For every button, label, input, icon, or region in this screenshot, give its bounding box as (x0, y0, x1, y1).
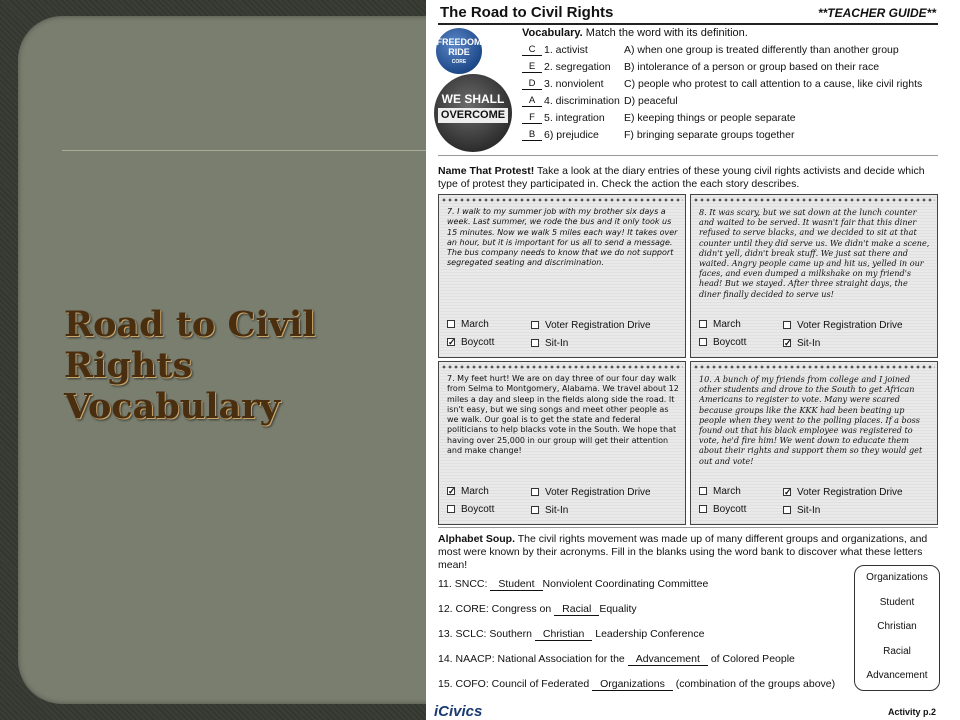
alphabet-soup-heading: Alphabet Soup. (438, 533, 515, 545)
option-label: Sit-In (797, 338, 821, 349)
checkbox[interactable] (531, 339, 539, 347)
vocab-definition: A) when one group is treated differently than another group (624, 44, 899, 56)
acronym-suffix: Leadership Conference (592, 628, 705, 640)
slide-title-line: Vocabulary (64, 386, 280, 427)
option-label: Voter Registration Drive (545, 487, 651, 498)
vocab-term: 3. nonviolent (544, 78, 604, 90)
checkbox[interactable] (783, 321, 791, 329)
option-label: March (713, 319, 741, 330)
we-shall-overcome-button-image (434, 74, 512, 152)
vocab-row (522, 129, 942, 145)
vocab-row (522, 95, 942, 111)
acronym-prefix: 13. SCLC: Southern (438, 628, 535, 640)
vocab-row (522, 78, 942, 94)
word-bank-item: Christian (877, 621, 917, 632)
slide-title-line: Rights (64, 345, 193, 386)
checkbox[interactable] (699, 505, 707, 513)
checkbox[interactable] (531, 321, 539, 329)
acronym-answer[interactable]: Advancement (628, 653, 708, 666)
option-label: Voter Registration Drive (797, 320, 903, 331)
vocab-answer: E (522, 61, 542, 73)
acronym-suffix: Equality (599, 603, 637, 615)
acronym-prefix: 14. NAACP: National Association for the (438, 653, 628, 665)
vocab-row (522, 112, 942, 128)
section-divider (438, 527, 938, 528)
vocab-definition: B) intolerance of a person or group based on their race (624, 61, 880, 73)
option-label: March (461, 486, 489, 497)
vocab-definition: C) people who protest to call attention to a cause, like civil rights (624, 78, 923, 90)
option-label: Boycott (713, 504, 747, 515)
alphabet-soup-instructions-text: The civil rights movement was made up of many different groups and organizations, and most were known by their acronyms. Fill in the blanks using the word bank to discover what these letters mean! (438, 533, 928, 571)
worksheet-image (426, 0, 960, 720)
checkbox[interactable] (531, 488, 539, 496)
diary-entry (438, 361, 686, 525)
option-label: March (713, 486, 741, 497)
acronym-suffix: Nonviolent Coordinating Committee (542, 578, 709, 590)
option-label: Sit-In (545, 338, 569, 349)
vocab-row (522, 61, 942, 77)
vocab-term: 1. activist (544, 44, 588, 56)
vocab-answer: A (522, 95, 542, 107)
diary-text: 7. I walk to my summer job with my brother six days a week. Last summer, we rode the bus and it only took us 15 minutes. Now we walk 5 miles each way! It takes over an hour, but it is important for us all to send a message. The bus company needs to know that we do not support segregated seating and discrimination. (447, 207, 678, 268)
vocab-definition: D) peaceful (624, 95, 678, 107)
vocab-term: 2. segregation (544, 61, 611, 73)
acronym-answer[interactable]: Organizations (592, 678, 673, 691)
option-label: Sit-In (545, 505, 569, 516)
pin-text: OVERCOME (438, 108, 508, 123)
diary-text: 8. It was scary, but we sat down at the lunch counter and waited to be served. It wasn't fair that this diner refused to serve blacks, and we decided to sit at that counter until they did serve us. We didn't make a scene, didn't yell, didn't break stuff. We just sat there and waited. Angry people came up and hit us, yelled in our faces, and even dumped a milkshake on my friend's head! But we stayed. After three straight days, the diner finally decided to serve us! (699, 207, 930, 299)
protest-instructions-text: Take a look at the diary entries of these young civil rights activists and decide which type of protest they participated in. Check the action the each story describes. (438, 165, 925, 190)
pin-text: CORE (451, 59, 467, 65)
acronym-row (438, 653, 795, 665)
acronym-row (438, 578, 708, 590)
vocab-answer: F (522, 112, 542, 124)
page-label: Activity p.2 (887, 707, 936, 717)
acronym-suffix: (combination of the groups above) (672, 678, 836, 690)
worksheet-title: The Road to Civil Rights (440, 4, 614, 21)
checkbox[interactable] (699, 338, 707, 346)
slide-title-line: Road to Civil (64, 304, 316, 345)
checkbox[interactable] (447, 505, 455, 513)
checkbox[interactable] (447, 320, 455, 328)
diary-text: 7. My feet hurt! We are on day three of our four day walk from Selma to Montgomery, Alabama. We travel about 12 miles a day and sleep in the fields along side the road. It isn't easy, but we sing songs and meet other people as we walk. Our goal is to get the state and federal politicians to help blacks vote in the South. We hope that having over 25,000 in our group will get their attention and make change! (447, 374, 679, 456)
vocab-term: 6) prejudice (544, 129, 599, 141)
vocab-definition: E) keeping things or people separate (624, 112, 796, 124)
teacher-guide-label: **TEACHER GUIDE** (817, 6, 936, 20)
checkbox[interactable] (531, 506, 539, 514)
acronym-row (438, 678, 835, 690)
vocab-answer: D (522, 78, 542, 90)
diary-text: 10. A bunch of my friends from college and I joined other students and drove to the South to get African Americans to register to vote. Many were scared because groups like the KKK had been beating up people when they went to the polling places. If a boss found out that his black employee was registered to vote, he'd fire him! We went down to educate them about their rights and support them so they would get out and vote! (699, 374, 923, 466)
option-label: Voter Registration Drive (545, 320, 651, 331)
checkbox[interactable]: ✓ (784, 338, 792, 348)
icivics-logo: iCivics (434, 703, 483, 720)
protest-instructions (438, 165, 943, 191)
protest-heading: Name That Protest! (438, 165, 535, 177)
freedom-ride-button-image (436, 28, 482, 74)
acronym-prefix: 15. COFO: Council of Federated (438, 678, 593, 690)
option-label: Sit-In (797, 505, 821, 516)
word-bank-item: Racial (883, 645, 911, 657)
vocabulary-heading-bold: Vocabulary. (522, 27, 583, 39)
pin-text: FREEDOM (436, 37, 482, 47)
slide-divider (62, 150, 428, 151)
acronym-suffix: of Colored People (707, 653, 795, 665)
title-divider (438, 23, 938, 25)
checkbox[interactable]: ✓ (784, 487, 792, 497)
checkbox[interactable] (699, 320, 707, 328)
checkbox[interactable]: ✓ (448, 486, 456, 496)
diary-entry (438, 194, 686, 358)
section-divider (438, 155, 938, 156)
vocabulary-heading-text: Match the word with its definition. (582, 27, 748, 39)
checkbox[interactable] (699, 487, 707, 495)
vocab-term: 5. integration (544, 112, 605, 124)
acronym-row (438, 603, 637, 615)
word-bank-item: Organizations (866, 572, 928, 583)
diary-entry (690, 361, 938, 525)
option-label: Boycott (461, 337, 495, 348)
option-label: March (461, 319, 489, 330)
vocab-answer: C (522, 44, 542, 56)
checkbox[interactable]: ✓ (448, 337, 456, 347)
acronym-prefix: 11. SNCC: (438, 578, 491, 590)
checkbox[interactable] (783, 506, 791, 514)
option-label: Boycott (713, 337, 747, 348)
option-label: Voter Registration Drive (797, 487, 903, 498)
word-bank-item: Student (879, 596, 915, 608)
word-bank-item: Advancement (866, 670, 928, 681)
diary-entry (690, 194, 938, 358)
vocab-term: 4. discrimination (544, 95, 620, 107)
vocab-answer: B (522, 129, 542, 141)
vocab-row (522, 44, 942, 60)
word-bank (854, 565, 940, 691)
acronym-answer[interactable]: Student (490, 578, 542, 591)
option-label: Boycott (461, 504, 495, 515)
acronym-row (438, 628, 704, 640)
pin-text: WE SHALL (441, 92, 505, 106)
vocabulary-heading (522, 27, 748, 39)
acronym-prefix: 12. CORE: Congress on (438, 603, 555, 615)
pin-text: RIDE (448, 47, 470, 57)
slide-title (64, 304, 384, 427)
acronym-answer[interactable]: Racial (554, 603, 599, 616)
vocab-definition: F) bringing separate groups together (624, 129, 795, 141)
acronym-answer[interactable]: Christian (535, 628, 592, 641)
